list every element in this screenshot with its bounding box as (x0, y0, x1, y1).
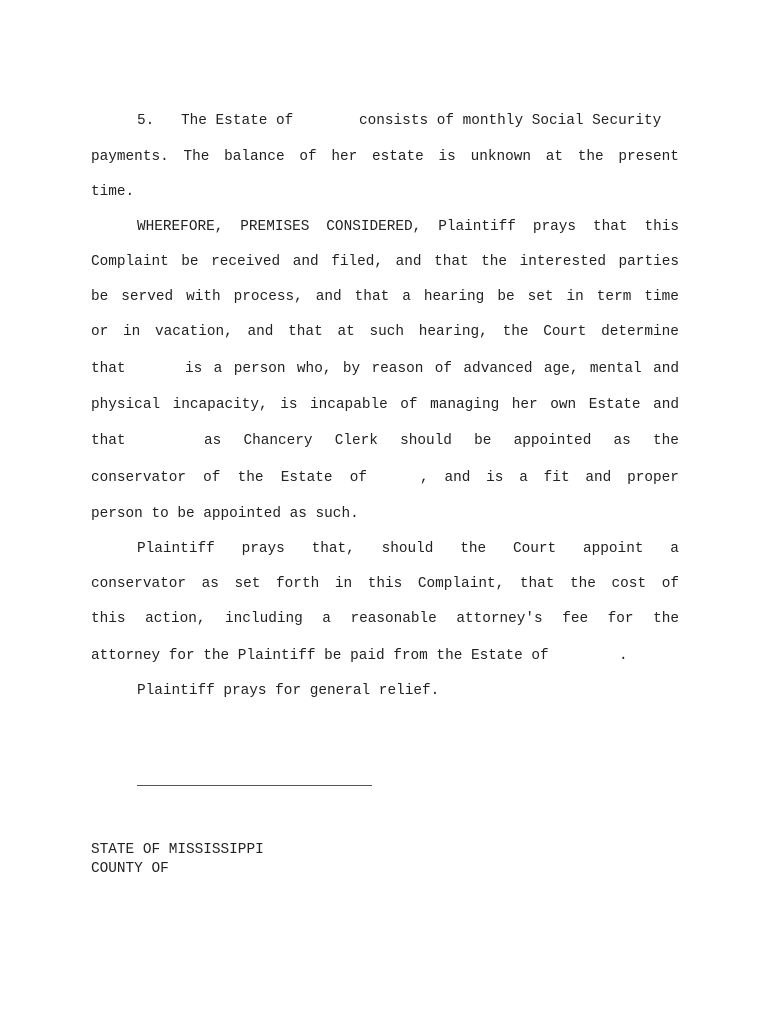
social-security-text: consists of monthly Social Security (359, 113, 662, 129)
word: fee (562, 611, 589, 627)
word: and (444, 470, 471, 486)
word: should (400, 433, 452, 449)
word: fit (543, 470, 570, 486)
word: The (183, 149, 210, 165)
text-line: person to be appointed as such. (91, 506, 359, 522)
word: of (434, 361, 453, 377)
word: her (511, 397, 538, 413)
word: by (342, 361, 361, 377)
word: forth (276, 576, 320, 592)
text-line (420, 468, 679, 488)
word: should (381, 541, 434, 557)
word: present (618, 149, 679, 165)
word: at (545, 149, 564, 165)
word: and (653, 397, 679, 413)
text-line (185, 359, 679, 379)
word: as (613, 433, 631, 449)
word: cost (611, 576, 647, 592)
word: time (644, 289, 679, 305)
word: that (519, 576, 555, 592)
word: conservator (91, 576, 186, 592)
word: of (661, 576, 679, 592)
word: filed, (331, 254, 384, 270)
word: her (331, 149, 358, 165)
word: be (181, 254, 199, 270)
word: mental (589, 361, 642, 377)
word: appoint (583, 541, 644, 557)
word: or (91, 324, 109, 340)
word: the (577, 149, 604, 165)
text-line (91, 395, 679, 415)
word: such (369, 324, 404, 340)
word: and (395, 254, 422, 270)
word: be (497, 289, 515, 305)
wherefore-line (137, 217, 679, 237)
word: interested (519, 254, 606, 270)
word: prays (241, 541, 285, 557)
word: this (91, 611, 126, 627)
word: Court (543, 324, 587, 340)
word: in (123, 324, 141, 340)
word: at (337, 324, 355, 340)
word: and (315, 289, 342, 305)
word: as (201, 576, 219, 592)
word: determine (601, 324, 679, 340)
word: of (400, 397, 418, 413)
text-line (91, 252, 679, 272)
word: is (280, 397, 298, 413)
word: balance (224, 149, 285, 165)
word: incapable (310, 397, 388, 413)
word: appointed (513, 433, 592, 449)
word: that (592, 219, 628, 235)
word: Plaintiff (137, 541, 215, 557)
word: for (607, 611, 634, 627)
word: unknown (470, 149, 532, 165)
word: the (653, 433, 679, 449)
word: hearing (423, 289, 485, 305)
word: WHEREFORE, (137, 219, 224, 235)
word: be (474, 433, 492, 449)
word: with (186, 289, 221, 305)
word: a (213, 361, 223, 377)
word: is (486, 470, 504, 486)
text-line (91, 287, 679, 307)
word: age, (543, 361, 579, 377)
word: is (185, 361, 203, 377)
word: Complaint (91, 254, 169, 270)
word: estate (371, 149, 424, 165)
word: and (247, 324, 274, 340)
word: a (402, 289, 411, 305)
word: of (349, 470, 367, 486)
word: Court (513, 541, 557, 557)
word: set (234, 576, 261, 592)
word: the (460, 541, 487, 557)
word: set (527, 289, 554, 305)
word: process, (233, 289, 303, 305)
word: the (570, 576, 596, 592)
word: the (481, 254, 508, 270)
word: that (434, 254, 469, 270)
word: be (91, 289, 109, 305)
word: this (367, 576, 403, 592)
word: the (502, 324, 529, 340)
word: and (292, 254, 319, 270)
text-line (91, 574, 679, 594)
text-line (204, 431, 679, 451)
word: own (550, 397, 577, 413)
word: that (354, 289, 390, 305)
word: that (288, 324, 323, 340)
word: advanced (463, 361, 533, 377)
text-line-end: . (619, 648, 628, 664)
text-line (91, 322, 679, 342)
text-line (91, 609, 679, 629)
word: physical (91, 397, 161, 413)
word: parties (618, 254, 679, 270)
word: and (653, 361, 679, 377)
word: attorney's (456, 611, 543, 627)
word: Estate (588, 397, 641, 413)
word: received (211, 254, 281, 270)
word: , (420, 470, 429, 486)
text-line-start: that (91, 361, 126, 377)
word: action, (145, 611, 206, 627)
word: CONSIDERED, (326, 219, 422, 235)
word: of (203, 470, 221, 486)
word: conservator (91, 470, 186, 486)
word: a (322, 611, 331, 627)
venue-state: STATE OF MISSISSIPPI (91, 842, 264, 858)
text-line: time. (91, 184, 135, 200)
word: a (670, 541, 679, 557)
word: prays (532, 219, 577, 235)
word: the (653, 611, 679, 627)
word: person (233, 361, 286, 377)
word: reasonable (350, 611, 437, 627)
word: of (299, 149, 317, 165)
word: term (596, 289, 632, 305)
word: Chancery (243, 433, 313, 449)
general-relief-text: Plaintiff prays for general relief. (137, 683, 440, 699)
word: who, (296, 361, 332, 377)
text-line (91, 468, 367, 488)
word: is (438, 149, 456, 165)
word: a (519, 470, 528, 486)
estate-of-text: The Estate of (181, 113, 294, 129)
word: Clerk (334, 433, 378, 449)
word: incapacity, (172, 397, 268, 413)
word: as (204, 433, 222, 449)
word: this (644, 219, 679, 235)
text-line (91, 147, 679, 167)
word: reason (371, 361, 424, 377)
word: hearing, (418, 324, 488, 340)
word: the (237, 470, 264, 486)
word: Plaintiff (438, 219, 516, 235)
text-line: attorney for the Plaintiff be paid from the Estate of (91, 648, 549, 664)
word: in (334, 576, 353, 592)
word: that, (311, 541, 355, 557)
word: PREMISES (240, 219, 310, 235)
text-line (137, 539, 679, 559)
word: managing (430, 397, 500, 413)
word: including (225, 611, 303, 627)
word: payments. (91, 149, 169, 165)
signature-line (137, 785, 372, 786)
word: vacation, (155, 324, 233, 340)
venue-county: COUNTY OF (91, 861, 169, 877)
word: served (121, 289, 174, 305)
word: Complaint, (417, 576, 505, 592)
word: Estate (280, 470, 333, 486)
word: in (566, 289, 584, 305)
paragraph-number: 5. (137, 113, 155, 129)
text-line-start: that (91, 433, 126, 449)
word: and (585, 470, 612, 486)
word: proper (627, 470, 679, 486)
